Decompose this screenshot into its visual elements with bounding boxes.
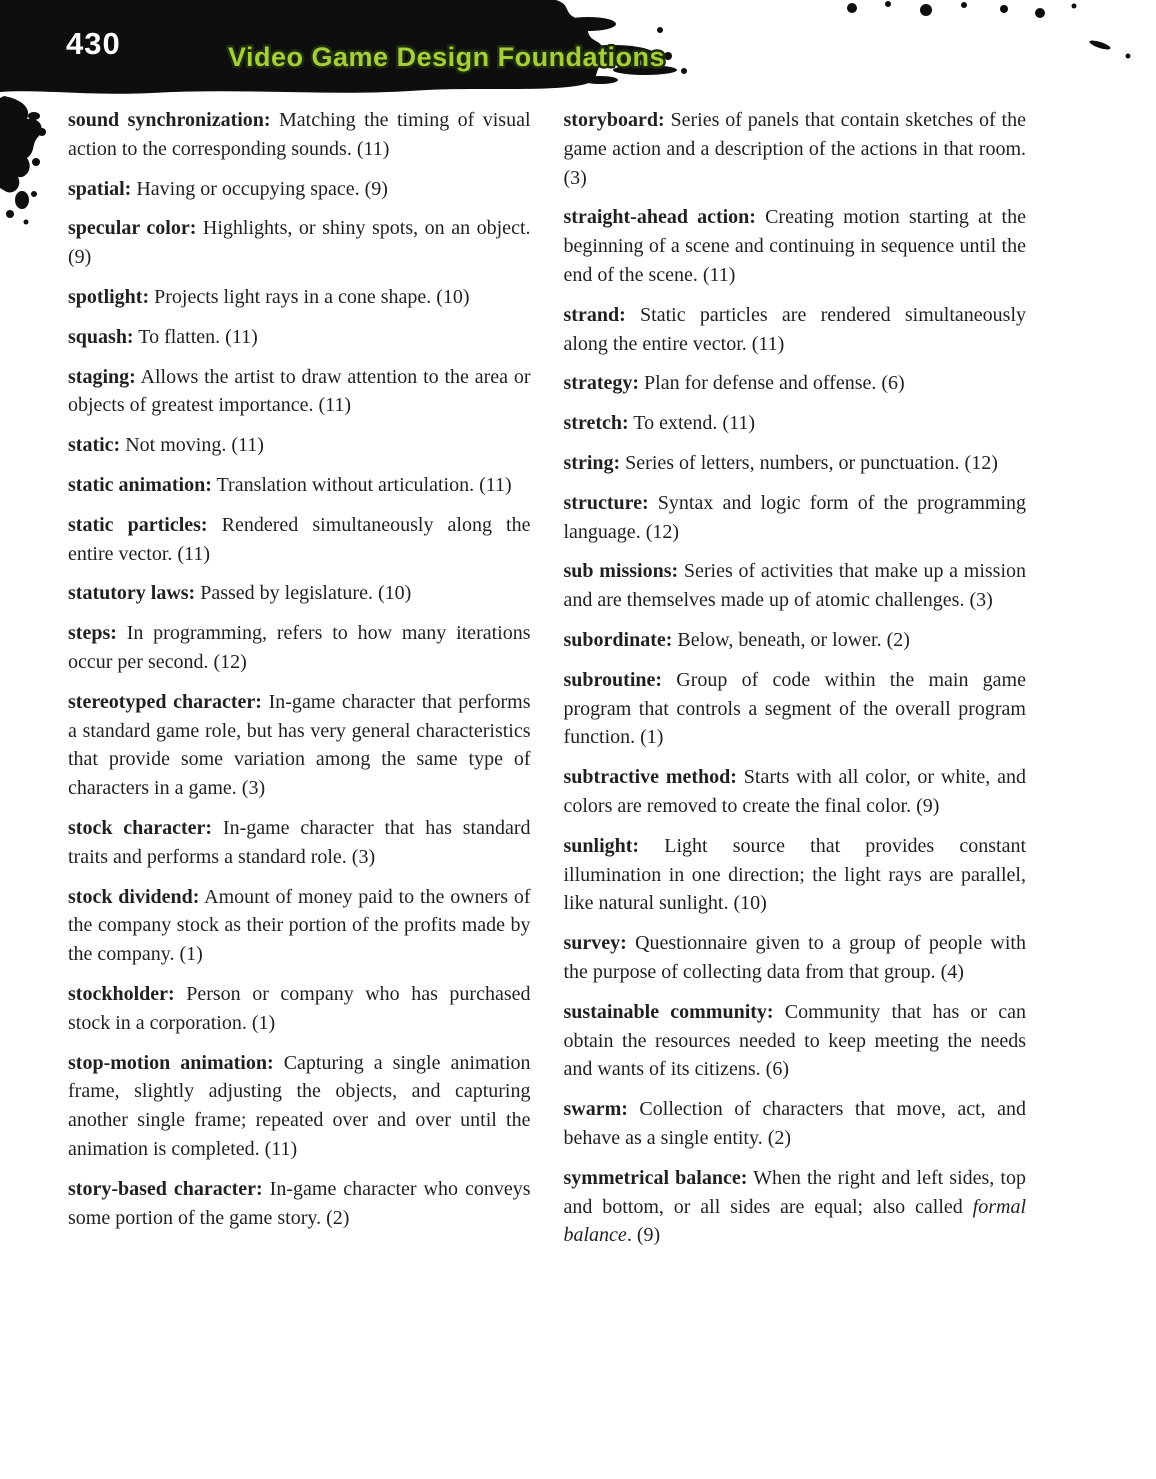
glossary-entry: squash: To flatten. (11) [68,325,258,348]
glossary-term: structure: [563,491,649,514]
glossary-term: stockholder: [68,982,175,1005]
glossary-entry: steps: In programming, refers to how many iterations occur per second. (12) [68,622,531,673]
glossary-entry: string: Series of letters, numbers, or punctuation. (12) [563,451,998,474]
book-title: Video Game Design Foundations [228,42,666,72]
glossary-entry: sustainable community: Community that has or can obtain the resources needed to keep meeting the needs and wants of its citizens. (6) [563,1000,1027,1081]
glossary-entry: survey: Questionnaire given to a group of people with the purpose of collecting data from that group. (4) [563,932,1026,983]
glossary-term: strategy: [563,372,640,395]
glossary-term: survey: [563,932,627,955]
glossary-entry: sunlight: Light source that provides constant illumination in one direction; the light rays are parallel, like natural sunlight. (10) [563,834,1026,915]
glossary-entry: strand: Static particles are rendered simultaneously along the entire vector. (11) [563,303,1026,355]
glossary-entry: swarm: Collection of characters that move, act, and behave as a single entity. (2) [563,1098,1026,1149]
glossary-entry: spatial: Having or occupying space. (9) [68,177,388,200]
glossary-entry: sound synchronization: Matching the timing of visual action to the corresponding sounds. (11) [68,109,531,160]
glossary-term: staging: [68,365,136,388]
glossary-column-right [564,106,1027,1261]
glossary-term: strand: [563,303,626,326]
glossary-entry: static particles: Rendered simultaneously along the entire vector. (11) [68,513,531,565]
glossary-term: swarm: [563,1098,628,1121]
glossary-term: story-based character: [68,1177,263,1200]
glossary-term: statutory laws: [68,582,196,605]
glossary-term: symmetrical balance: [563,1166,748,1189]
glossary-term: straight-ahead action: [563,206,756,229]
glossary-term: storyboard: [563,109,665,131]
glossary-term: spotlight: [68,285,150,308]
glossary-term: sustainable community: [563,1000,774,1023]
glossary-entry: stop-motion animation: Capturing a single animation frame, slightly adjusting the objects, and capturing another single frame; repeated over and over until the animation is completed. (11) [68,1051,531,1160]
glossary-entry: stock dividend: Amount of money paid to the owners of the company stock as their portion of the profits made by the company. (1) [68,885,531,966]
glossary-entry: static animation: Translation without articulation. (11) [68,473,512,496]
glossary-term-italic: formal balance [563,1195,1026,1247]
page-number: 430 [66,26,121,61]
glossary-entry: straight-ahead action: Creating motion starting at the beginning of a scene and continuing in sequence until the end of the scene. (11) [563,206,1026,286]
glossary-entry: symmetrical balance: When the right and left sides, top and bottom, or all sides are equal; also called formal balance. (9) [563,1166,1026,1247]
glossary-term: subroutine: [563,668,663,691]
glossary-entry: strategy: Plan for defense and offense. (6) [563,372,905,395]
glossary-entry: stretch: To extend. (11) [563,412,756,435]
glossary-term: spatial: [68,177,132,200]
glossary-column-left [68,106,531,1261]
glossary-term: specular color: [68,217,197,240]
glossary-entry: sub missions: Series of activities that make up a mission and are themselves made up of atomic challenges. (3) [563,560,1026,612]
glossary-entry: stockholder: Person or company who has purchased stock in a corporation. (1) [68,982,531,1034]
glossary-term: static animation: [68,473,212,496]
glossary-term: sunlight: [563,834,640,857]
glossary-entry: stereotyped character: In-game character that performs a standard game role, but has very general characteristics that provide some variation among the same type of characters in a game. (3) [68,690,531,800]
glossary-entry: statutory laws: Passed by legislature. (10) [68,582,412,605]
glossary-term: sub missions: [563,560,679,583]
glossary-content [68,106,1026,1261]
glossary-term: squash: [68,325,134,348]
glossary-term: subtractive method: [563,766,737,789]
glossary-entry: stock character: In-game character that has standard traits and performs a standard role. (3) [68,816,531,868]
glossary-term: static: [68,434,121,457]
glossary-entry: subroutine: Group of code within the main game program that controls a segment of the overall program function. (1) [563,668,1026,749]
glossary-entry: static: Not moving. (11) [68,434,264,457]
glossary-entry: subtractive method: Starts with all color, or white, and colors are removed to create the final color. (9) [563,766,1026,817]
glossary-entry: structure: Syntax and logic form of the programming language. (12) [563,491,1026,543]
glossary-term: subordinate: [563,628,673,651]
glossary-term: sound synchronization: [68,109,271,131]
glossary-term: static particles: [68,513,208,536]
glossary-term: steps: [68,622,117,645]
glossary-term: stock dividend: [68,885,200,908]
glossary-term: string: [563,451,621,474]
glossary-entry: staging: Allows the artist to draw attention to the area or objects of greatest importance. (11) [68,365,531,417]
glossary-entry: story-based character: In-game character who conveys some portion of the game story. (2) [68,1177,531,1229]
glossary-entry: subordinate: Below, beneath, or lower. (2) [563,628,910,651]
glossary-entry: specular color: Highlights, or shiny spots, on an object. (9) [68,217,531,269]
glossary-term: stretch: [563,412,629,435]
glossary-entry: spotlight: Projects light rays in a cone shape. (10) [68,285,470,308]
glossary-entry: storyboard: Series of panels that contain sketches of the game action and a description of the actions in that room. (3) [563,109,1026,189]
glossary-term: stop-motion animation: [68,1051,274,1074]
glossary-term: stock character: [68,816,213,839]
glossary-term: stereotyped character: [68,690,262,713]
